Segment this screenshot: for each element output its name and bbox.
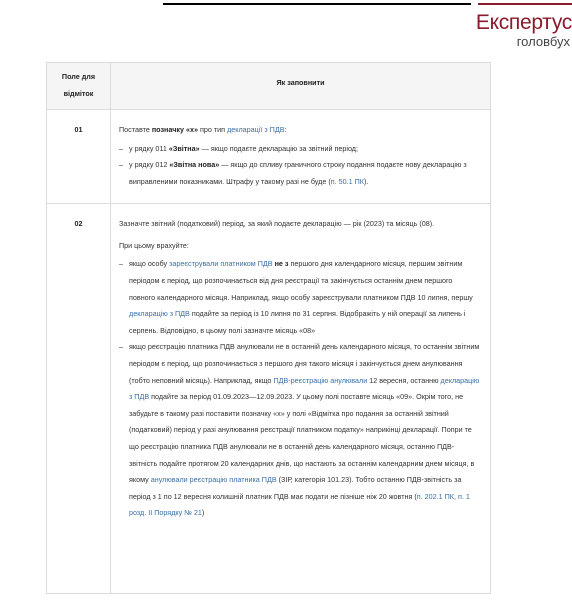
- text: ).: [363, 176, 369, 186]
- rule-list: [119, 256, 480, 522]
- link-vat-declaration[interactable]: декларацію з ПДВ: [129, 375, 480, 402]
- bold-text: «Звітна»: [168, 143, 200, 153]
- link-registered-vat-payer[interactable]: зареєстрували платником ПДВ: [169, 259, 273, 269]
- list-item: [119, 256, 480, 339]
- text: першого дня календарного місяця, першим звітним періодом є період, що розпочинається від дня реєстрації та закінчується останнім днем першого повного календарного місяця. Наприклад, якщо особу зареєстрували платником ПДВ 10 липня, першу: [129, 259, 473, 302]
- text: якщо реєстрацію платника ПДВ анулювали не в останній день календарного місяця, то останнім звітним періодом є період, що розпочинається з першого дня такого місяця і закінчується днем анулювання (тобто неповний місяць). Наприклад, якщо: [129, 342, 480, 385]
- dash-marker: –: [119, 342, 123, 352]
- text: подайте за період із 10 липня по 31 серпня. Відображіть у ній операції за липень і серпень. Відповідно, в цьому полі зазначте місяць «08»: [129, 309, 466, 335]
- text: якщо особу: [129, 259, 170, 269]
- table-header-row: [47, 63, 491, 110]
- text: — якщо подаєте декларацію за звітний період;: [199, 143, 359, 153]
- brand-logo[interactable]: [462, 12, 572, 49]
- brand-name: Експертус: [475, 11, 572, 34]
- bold-text: позначку «х»: [151, 125, 198, 135]
- brand-subtitle: головбух: [516, 34, 570, 49]
- link-tax-code-50-1[interactable]: п. 50.1 ПК: [330, 176, 364, 186]
- column-header-how-to-fill: Як заповнити: [111, 63, 491, 110]
- link-vat-declaration[interactable]: декларацію з ПДВ: [129, 309, 190, 319]
- bold-text: «Звітна нова»: [169, 160, 220, 170]
- table-row: [47, 204, 491, 594]
- text: :: [284, 125, 287, 135]
- dash-marker: –: [119, 143, 123, 153]
- top-rule-left: [163, 3, 471, 5]
- table-row: [47, 110, 491, 204]
- row-code: 01: [47, 110, 111, 204]
- link-vat-declaration[interactable]: декларації з ПДВ: [227, 125, 285, 135]
- row-description: [111, 204, 491, 594]
- text: — якщо до спливу граничного строку подання подаєте нову декларацію з виправленими показниками. Штрафу у такому разі не буде (: [129, 160, 467, 186]
- text: Поставте: [119, 125, 152, 135]
- column-header-field: Поле для відміток: [47, 63, 111, 110]
- text: 12 вересня, останню: [367, 375, 441, 385]
- text: у рядку 011: [129, 143, 169, 153]
- link-cancelled-vat-registration[interactable]: анулювали реєстрацію платника ПДВ: [150, 475, 277, 485]
- row-note: При цьому врахуйте:: [119, 240, 189, 250]
- list-item: [119, 339, 480, 522]
- text: про тип: [197, 125, 228, 135]
- list-item: [119, 157, 480, 190]
- row-intro: [119, 122, 480, 139]
- bold-text: не з: [272, 259, 289, 269]
- text: (ЗІР, категорія 101.23). Тобто останню ПДВ-звітність за період з 1 по 12 вересня колишній платник ПДВ має подати не пізніше ніж 20 жовтня (: [129, 475, 462, 501]
- text: у рядку 012: [129, 160, 170, 170]
- dash-marker: –: [119, 160, 123, 170]
- row-description: [111, 110, 491, 204]
- row-intro: Зазначте звітний (податковий) період, за який подаєте декларацію — рік (2023) та місяць (08).: [119, 219, 435, 229]
- list-item: [119, 141, 480, 158]
- link-vat-registration-cancelled[interactable]: ПДВ-реєстрацію анулювали: [273, 375, 368, 385]
- instructions-table: [46, 62, 491, 594]
- text: подайте за період 01.09.2023—12.09.2023. У цьому полі поставте місяць «09». Окрім того, не забудьте в такому разі поставити позначку «х» у полі «Відмітка про подання за останній звітний (податковий) період у разі анулювання реєстрації платником податку» наприкінці декларації. Попри те що реєстрацію платника ПДВ анулювали не в останній день календарного місяця, останню ПДВ-звітність подайте протягом 20 календарних днів, що настають за останнім календарним днем місяця, в якому: [129, 392, 475, 485]
- option-list: [119, 141, 480, 191]
- dash-marker: –: [119, 259, 123, 269]
- row-code: 02: [47, 204, 111, 594]
- top-rule-right: [478, 3, 572, 5]
- text: ): [201, 508, 205, 518]
- link-tax-code-202-1[interactable]: п. 202.1 ПК, п. 1 розд. ІІ Порядку № 21: [129, 491, 470, 518]
